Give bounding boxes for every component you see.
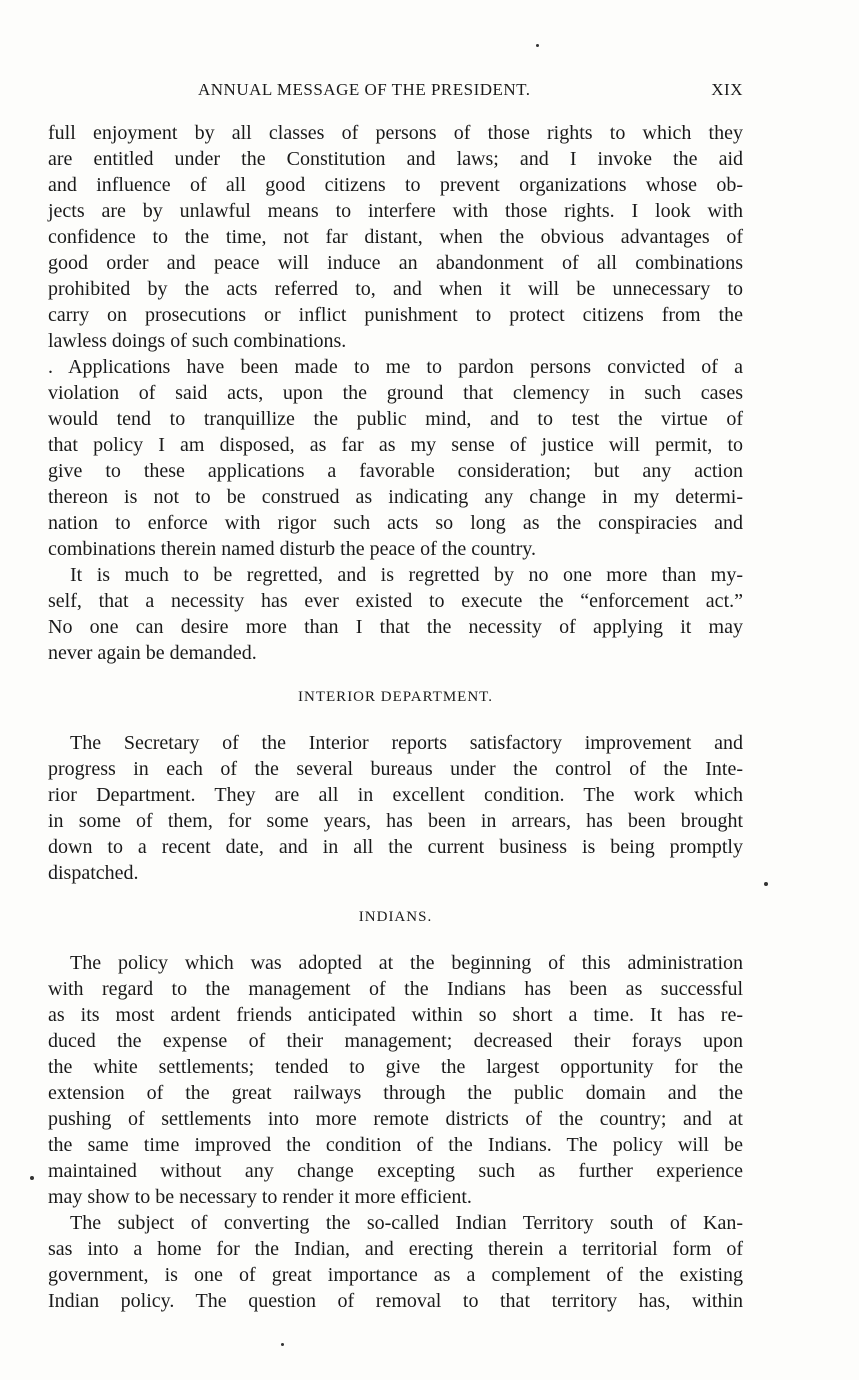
paragraph — [48, 562, 743, 666]
text-line: dispatched. — [48, 862, 139, 884]
text-line: lawless doings of such combinations. — [48, 330, 347, 352]
running-title: ANNUAL MESSAGE OF THE PRESIDENT. — [198, 80, 531, 99]
text-line: the same time improved the condition of the Indians. The policy will be — [48, 1134, 743, 1156]
paragraph — [48, 354, 743, 562]
section-heading-indians: INDIANS. — [358, 909, 433, 925]
scan-speck — [536, 44, 539, 47]
text-line: confidence to the time, not far distant, when the obvious advantages of — [48, 226, 743, 248]
text-line: rior Department. They are all in excellent condition. The work which — [48, 784, 743, 806]
spacer — [48, 666, 743, 684]
scan-speck — [30, 1176, 34, 1180]
paragraph — [48, 730, 743, 886]
section-heading-interior: INTERIOR DEPARTMENT. — [298, 689, 493, 705]
text-line: are entitled under the Constitution and laws; and I invoke the aid — [48, 148, 743, 170]
text-line: pushing of settlements into more remote districts of the country; and at — [48, 1108, 743, 1130]
text-line: extension of the great railways through the public domain and the — [48, 1082, 743, 1104]
scan-speck — [281, 1343, 284, 1346]
spacer — [48, 930, 743, 950]
text-line: The subject of converting the so-called Indian Territory south of Kan- — [70, 1212, 743, 1234]
text-line: with regard to the management of the Indians has been as successful — [48, 978, 743, 1000]
text-line: maintained without any change excepting such as further experience — [48, 1160, 743, 1182]
paragraph — [48, 1210, 743, 1314]
text-line: thereon is not to be construed as indicating any change in my determi- — [48, 486, 743, 508]
text-line: full enjoyment by all classes of persons of those rights to which they — [48, 122, 743, 144]
text-line: government, is one of great importance as a complement of the existing — [48, 1264, 743, 1286]
text-line: sas into a home for the Indian, and erecting therein a territorial form of — [48, 1238, 743, 1260]
spacer — [48, 710, 743, 730]
page-number: XIX — [711, 80, 743, 99]
text-line: would tend to tranquillize the public mind, and to test the virtue of — [48, 408, 743, 430]
text-line: jects are by unlawful means to interfere with those rights. I look with — [48, 200, 743, 222]
text-line: the white settlements; tended to give the largest opportunity for the — [48, 1056, 743, 1078]
page-header — [48, 80, 743, 104]
paragraph — [48, 120, 743, 354]
body-text — [48, 120, 743, 1314]
scan-speck — [764, 882, 768, 886]
text-line: that policy I am disposed, as far as my sense of justice will permit, to — [48, 434, 743, 456]
text-line: Indian policy. The question of removal to that territory has, within — [48, 1290, 743, 1312]
text-line: in some of them, for some years, has been in arrears, has been brought — [48, 810, 743, 832]
spacer — [48, 886, 743, 904]
text-line: . Applications have been made to me to pardon persons convicted of a — [48, 356, 743, 378]
text-line: as its most ardent friends anticipated within so short a time. It has re- — [48, 1004, 743, 1026]
text-line: prohibited by the acts referred to, and when it will be unnecessary to — [48, 278, 743, 300]
text-line: nation to enforce with rigor such acts so long as the conspiracies and — [48, 512, 743, 534]
text-line: duced the expense of their management; decreased their forays upon — [48, 1030, 743, 1052]
text-line: give to these applications a favorable consideration; but any action — [48, 460, 743, 482]
text-line: The policy which was adopted at the beginning of this administration — [70, 952, 743, 974]
text-line: may show to be necessary to render it more efficient. — [48, 1186, 472, 1208]
text-line: down to a recent date, and in all the current business is being promptly — [48, 836, 743, 858]
text-line: and influence of all good citizens to prevent organizations whose ob- — [48, 174, 743, 196]
text-line: No one can desire more than I that the necessity of applying it may — [48, 616, 743, 638]
paragraph — [48, 950, 743, 1210]
text-line: good order and peace will induce an abandonment of all combinations — [48, 252, 743, 274]
text-line: self, that a necessity has ever existed to execute the “enforcement act.” — [48, 590, 743, 612]
text-line: progress in each of the several bureaus under the control of the Inte- — [48, 758, 743, 780]
text-line: combinations therein named disturb the peace of the country. — [48, 538, 536, 560]
text-line: violation of said acts, upon the ground that clemency in such cases — [48, 382, 743, 404]
text-line: never again be demanded. — [48, 642, 257, 664]
text-line: carry on prosecutions or inflict punishment to protect citizens from the — [48, 304, 743, 326]
text-line: The Secretary of the Interior reports satisfactory improvement and — [70, 732, 743, 754]
text-line: It is much to be regretted, and is regretted by no one more than my- — [70, 564, 743, 586]
